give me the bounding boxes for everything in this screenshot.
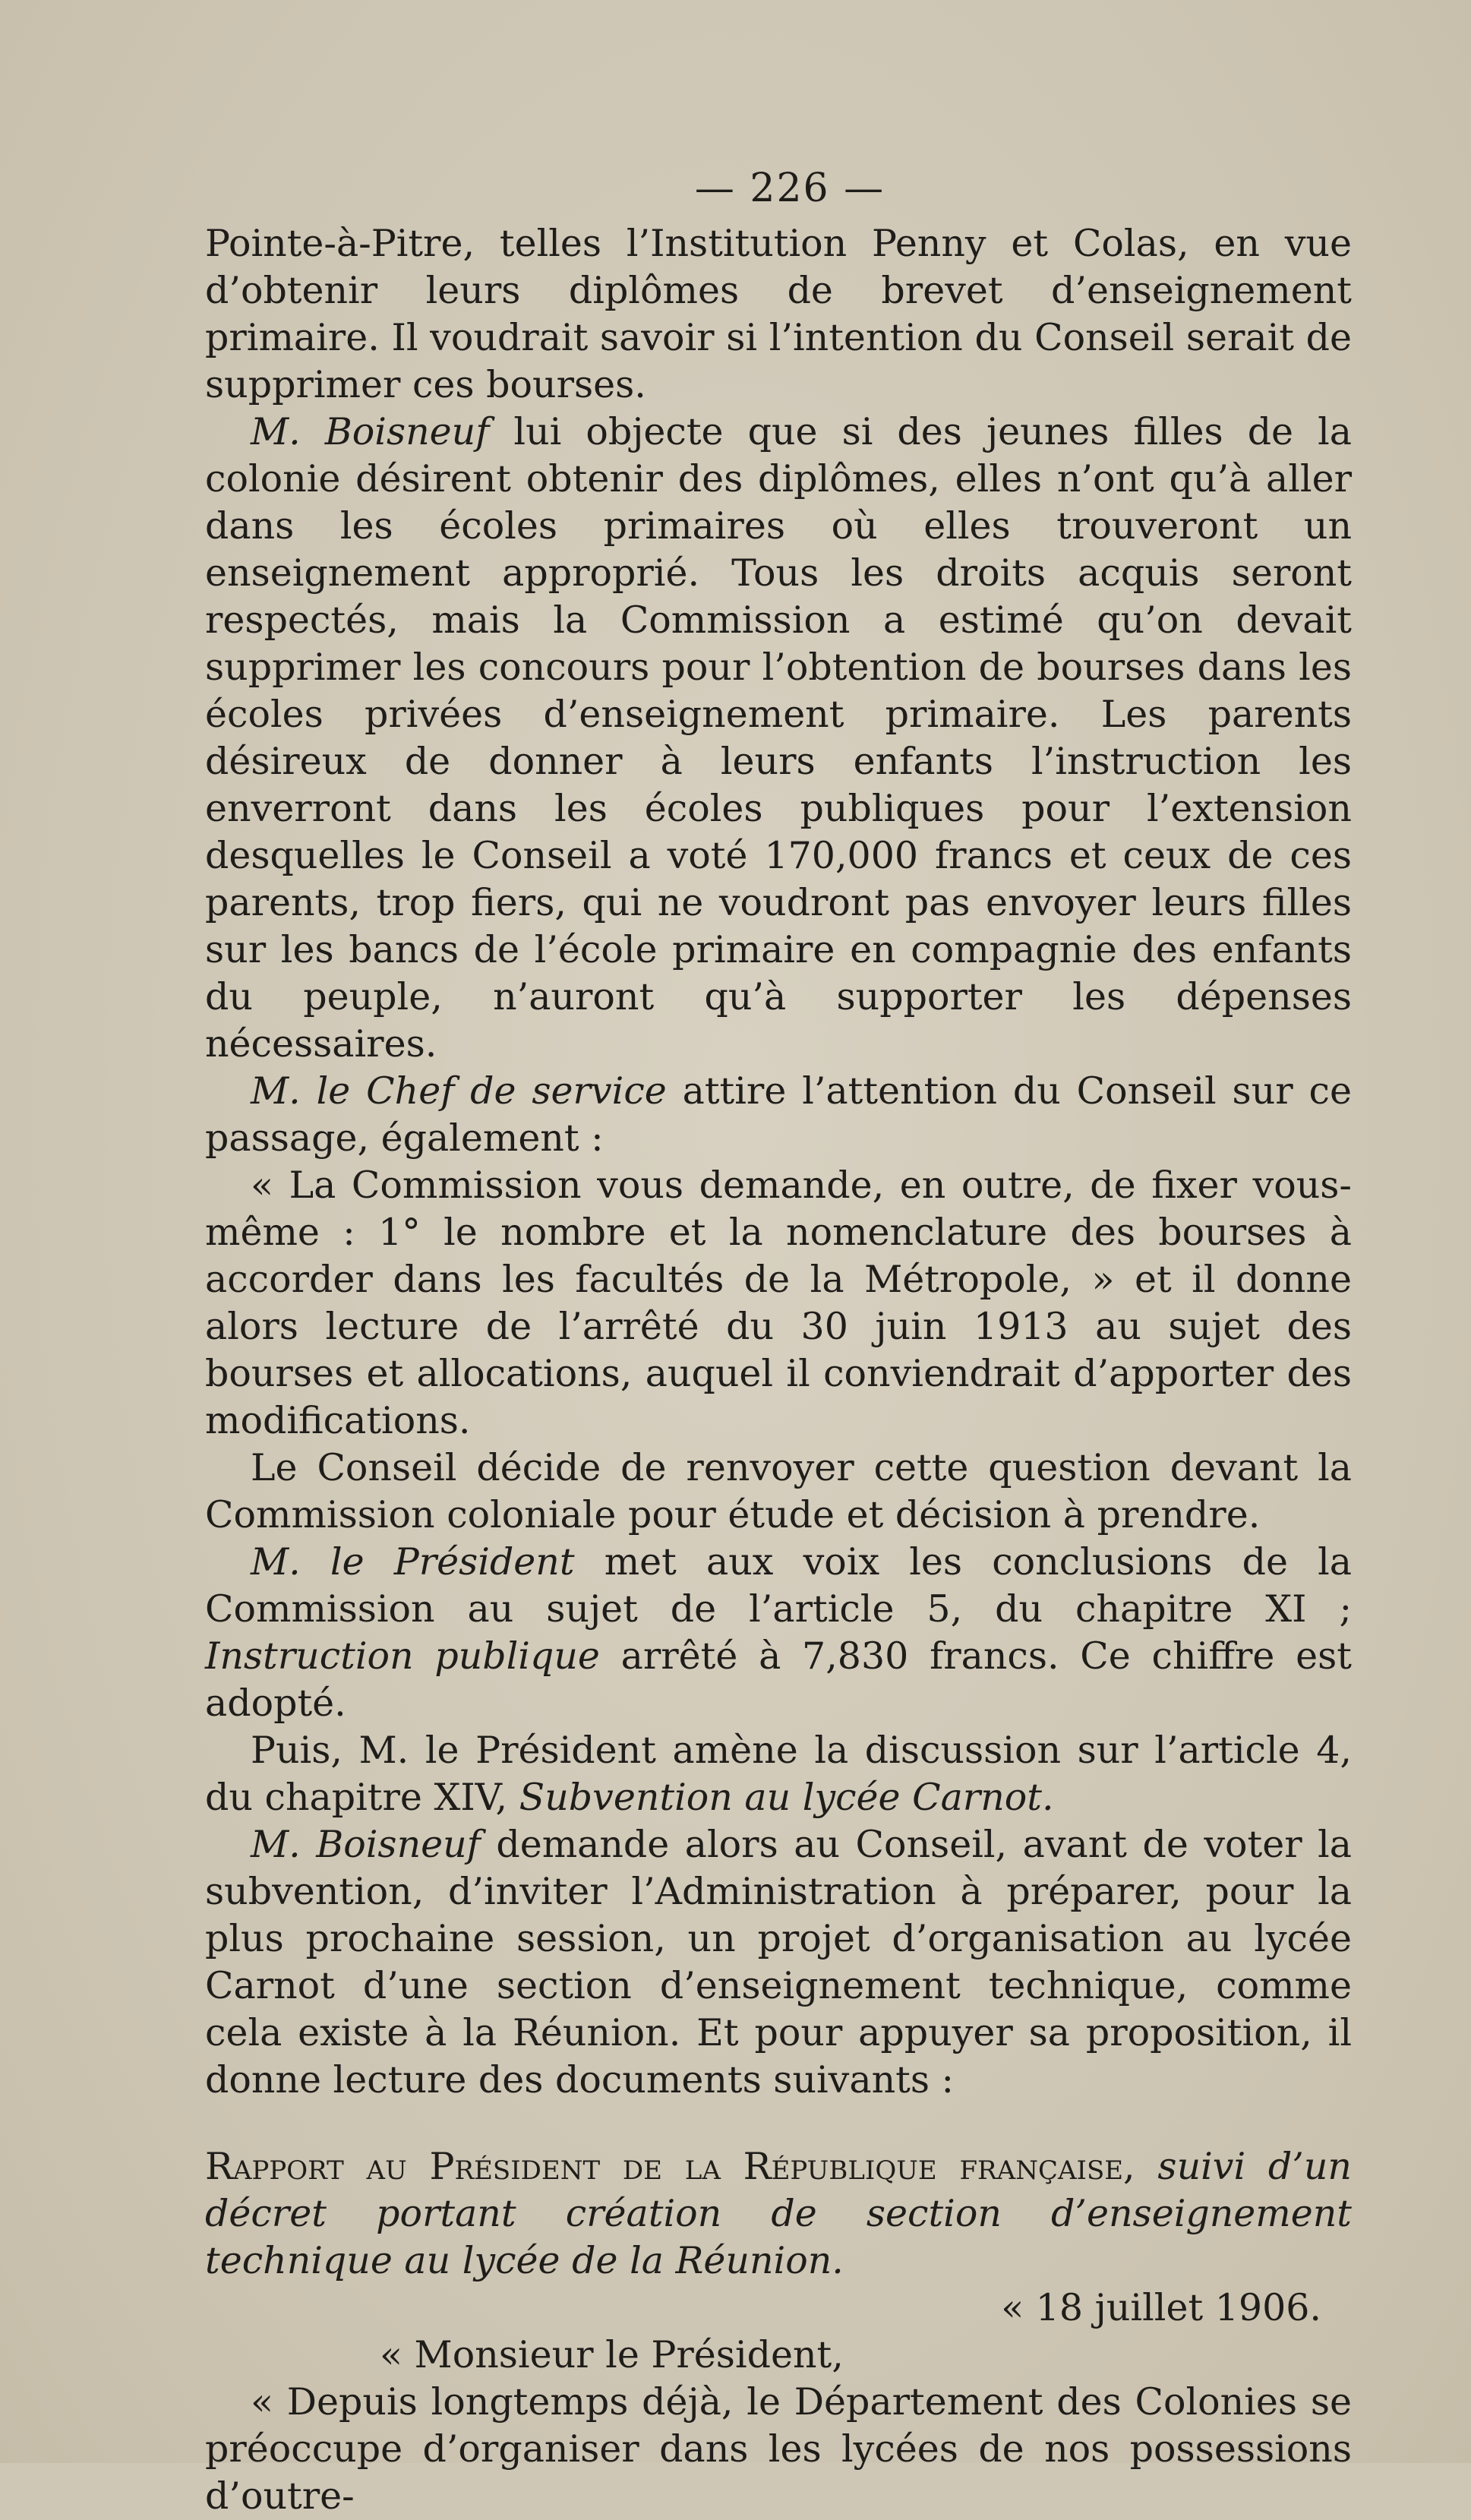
paragraph: « La Commission vous demande, en outre, de fixer vous-même : 1° le nombre et la nomenclature des bourses à accorder dans les facultés de la Métropole, » et il donne alors lecture de l’arrêté du 30 juin 1913 au sujet des bourses et allocations, auquel il conviendrait d’apporter des modifications. [205,1164,1352,1442]
paragraph-text: arrêté à 7,830 francs. Ce chiffre est adopté. [205,1634,1352,1725]
page-number: — 226 — [694,166,885,211]
paragraph-text: demande alors au Conseil, avant de voter la subvention, d’inviter l’Administration à préparer, pour la plus prochaine session, un projet d’organisation au lycée Carnot d’une section d’enseignement technique, comme cela existe à la Réunion. Et pour appuyer sa proposition, il donne lecture des documents suivants : [205,1823,1353,2102]
paragraph-italic: Subvention au lycée Carnot. [519,1776,1054,1819]
speaker: M. le Chef de service [251,1069,667,1113]
paragraph: Le Conseil décide de renvoyer cette question devant la Commission coloniale pour étude et décision à prendre. [205,1446,1352,1536]
paragraph-text: met aux voix les conclusions de la Commission au sujet de l’article 5, du chapitre XI ; [205,1540,1352,1631]
paragraph-text: lui objecte que si des jeunes filles de la colonie désirent obtenir des diplômes, elles n’ont qu’à aller dans les écoles primaires où elles trouveront un enseignement approprié. Tous les droits acquis seront respectés, mais la Commission a estimé qu’on devait supprimer les concours pour l’obtention de bourses dans les écoles privées d’enseignement primaire. Les parents désireux de donner à leurs enfants l’instruction les enverront dans les écoles publiques pour l’extension desquelles le Conseil a voté 170,000 francs et ceux de ces parents, trop fiers, qui ne voudront pas envoyer leurs filles sur les bancs de l’école primaire en compagnie des enfants du peuple, n’auront qu’à supporter les dépenses nécessaires. [205,410,1352,1066]
paragraph: Pointe-à-Pitre, telles l’Institution Penny et Colas, en vue d’obtenir leurs diplômes de brevet d’enseignement primaire. Il voudrait savoir si l’intention du Conseil serait de supprimer ces bourses. [205,222,1352,406]
paragraph-text: attire l’attention du Conseil sur ce passage, également : [205,1069,1352,1160]
paragraph [205,1068,1352,1162]
paragraph: « Depuis longtemps déjà, le Département des Colonies se préoccupe d’organiser dans les lycées de nos possessions d’outre- [205,2380,1352,2518]
paragraph [205,1727,1352,1821]
letter-date: « 18 juillet 1906. [1001,2286,1321,2329]
spacer [205,2104,1352,2143]
paragraph [205,1821,1352,2104]
paragraph-italic: Instruction publique [205,1634,600,1678]
paragraph-text: Puis, M. le Président amène la discussion sur l’article 4, du chapitre XIV, [205,1729,1352,1819]
speaker: M. Boisneuf [251,1823,481,1866]
salutation: « Monsieur le Président, [380,2333,844,2376]
speaker: M. Boisneuf [251,410,490,453]
rapport-title: Rapport au Président de la République française, [205,2145,1135,2188]
speaker: M. le Président [251,1540,575,1584]
rapport-heading [205,2143,1352,2285]
paragraph [205,1539,1352,1727]
body-text [205,220,1352,2520]
paragraph [205,409,1352,1068]
rapport-subtitle: suivi d’un décret portant création de section d’enseignement technique au lycée de la Réunion. [205,2145,1352,2282]
